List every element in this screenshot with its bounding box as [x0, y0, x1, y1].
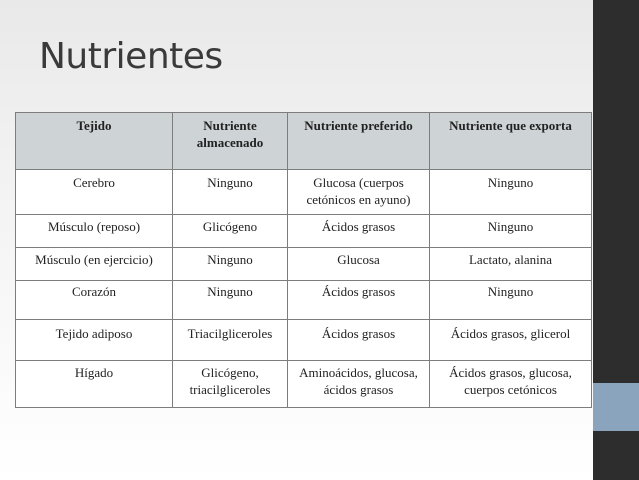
cell-almacenado: Glicógeno — [173, 215, 288, 248]
cell-preferido: Ácidos grasos — [288, 320, 430, 361]
table-row — [16, 320, 592, 361]
header-nutriente-almacenado: Nutriente almacenado — [173, 113, 288, 170]
cell-almacenado: Glicógeno, triacilgliceroles — [173, 361, 288, 408]
table-row — [16, 170, 592, 215]
table-row — [16, 361, 592, 408]
table-header-row — [16, 113, 592, 170]
header-nutriente-exporta: Nutriente que exporta — [430, 113, 592, 170]
cell-tejido: Cerebro — [16, 170, 173, 215]
cell-almacenado: Triacilgliceroles — [173, 320, 288, 361]
cell-almacenado: Ninguno — [173, 281, 288, 320]
header-tejido: Tejido — [16, 113, 173, 170]
cell-tejido: Hígado — [16, 361, 173, 408]
cell-preferido: Glucosa (cuerpos cetónicos en ayuno) — [288, 170, 430, 215]
cell-almacenado: Ninguno — [173, 248, 288, 281]
cell-exporta: Ninguno — [430, 215, 592, 248]
cell-exporta: Ácidos grasos, glicerol — [430, 320, 592, 361]
cell-tejido: Corazón — [16, 281, 173, 320]
cell-tejido: Músculo (reposo) — [16, 215, 173, 248]
cell-tejido: Músculo (en ejercicio) — [16, 248, 173, 281]
page-title: Nutrientes — [39, 36, 223, 77]
cell-exporta: Ninguno — [430, 281, 592, 320]
cell-exporta: Ninguno — [430, 170, 592, 215]
header-nutriente-preferido: Nutriente preferido — [288, 113, 430, 170]
cell-preferido: Glucosa — [288, 248, 430, 281]
cell-exporta: Ácidos grasos, glucosa, cuerpos cetónicos — [430, 361, 592, 408]
cell-tejido: Tejido adiposo — [16, 320, 173, 361]
table-row — [16, 281, 592, 320]
table-row — [16, 215, 592, 248]
cell-exporta: Lactato, alanina — [430, 248, 592, 281]
cell-preferido: Ácidos grasos — [288, 215, 430, 248]
nutrients-table — [15, 112, 592, 408]
cell-almacenado: Ninguno — [173, 170, 288, 215]
table-row — [16, 248, 592, 281]
cell-preferido: Aminoácidos, glucosa, ácidos grasos — [288, 361, 430, 408]
cell-preferido: Ácidos grasos — [288, 281, 430, 320]
sidebar-accent-block — [593, 383, 639, 431]
